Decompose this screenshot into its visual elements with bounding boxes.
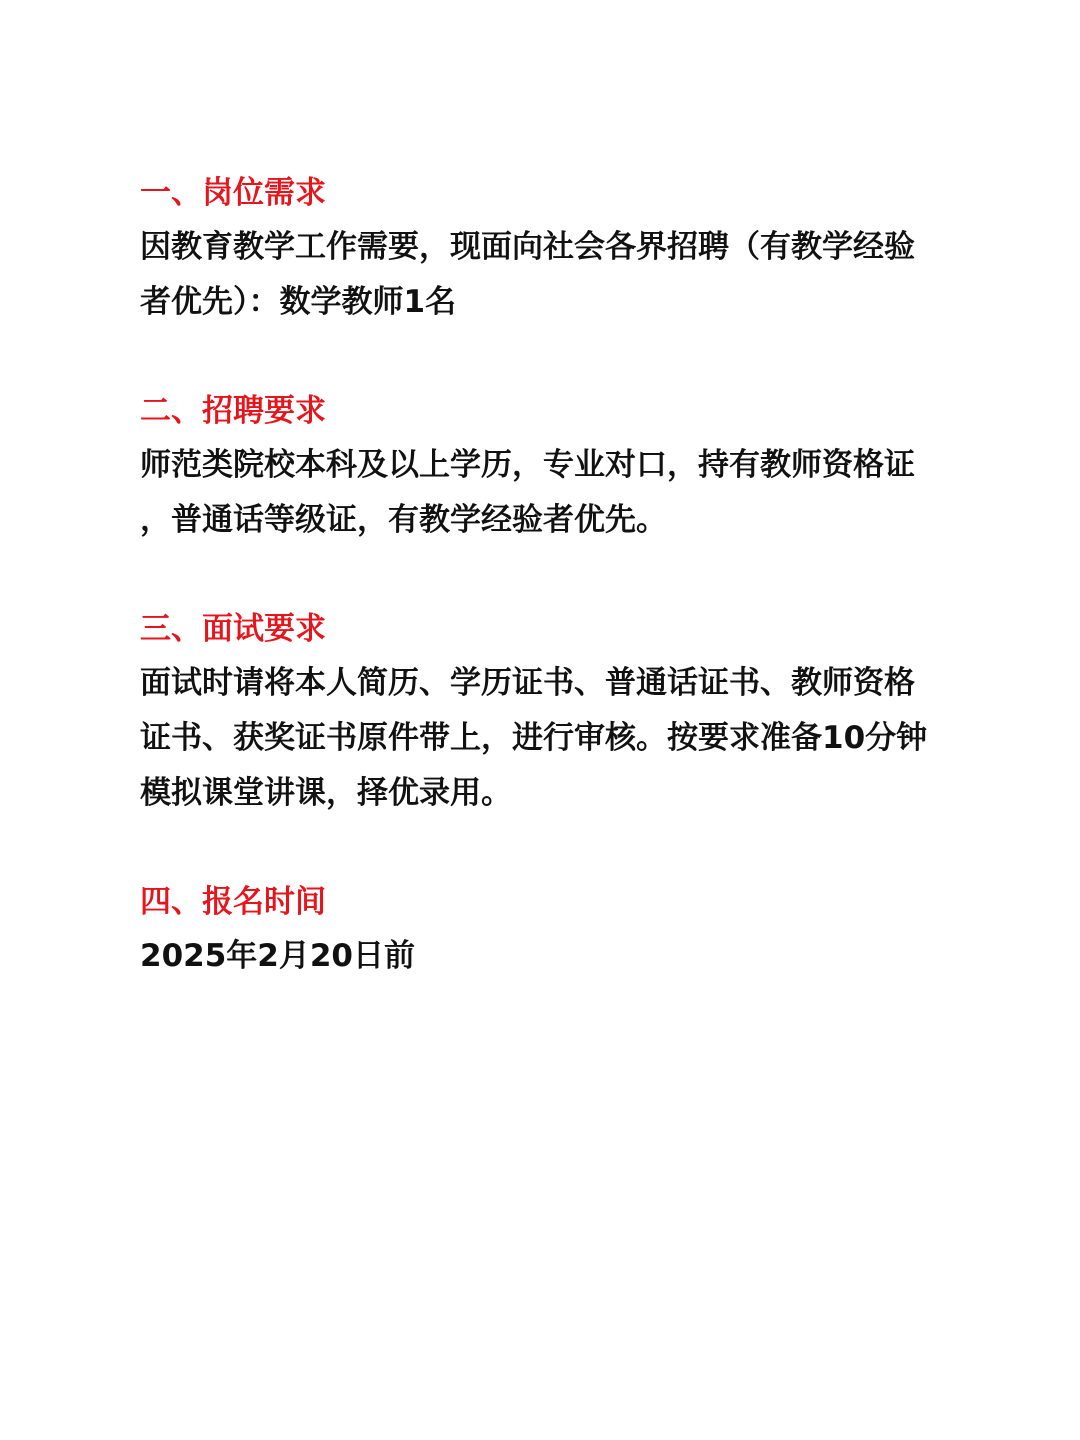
section-registration-time (140, 877, 930, 984)
body-line: 模拟课堂讲课，择优录用。 (140, 775, 512, 811)
body-line: 师范类院校本科及以上学历，专业对口，持有教师资格证 (140, 447, 915, 483)
body-line: 证书、获奖证书原件带上，进行审核。按要求准备10分钟 (140, 720, 928, 756)
section-title-recruitment-requirements: 二、招聘要求 (140, 393, 326, 429)
section-body-interview-requirements (140, 656, 930, 821)
section-title-registration-time: 四、报名时间 (140, 884, 326, 920)
section-body-registration-time (140, 929, 930, 984)
body-line: 者优先）：数学教师1名 (140, 284, 457, 320)
section-recruitment-requirements (140, 386, 930, 548)
section-title-job-demand: 一、岗位需求 (140, 175, 326, 211)
section-body-job-demand (140, 220, 930, 330)
body-line: 面试时请将本人简历、学历证书、普通话证书、教师资格 (140, 665, 915, 701)
document-page (140, 168, 930, 1040)
section-job-demand (140, 168, 930, 330)
section-title-interview-requirements: 三、面试要求 (140, 611, 326, 647)
body-line: ，普通话等级证，有教学经验者优先。 (140, 502, 667, 538)
section-interview-requirements (140, 604, 930, 821)
section-body-recruitment-requirements (140, 438, 930, 548)
body-line: 2025年2月20日前 (140, 938, 415, 974)
body-line: 因教育教学工作需要，现面向社会各界招聘（有教学经验 (140, 229, 915, 265)
